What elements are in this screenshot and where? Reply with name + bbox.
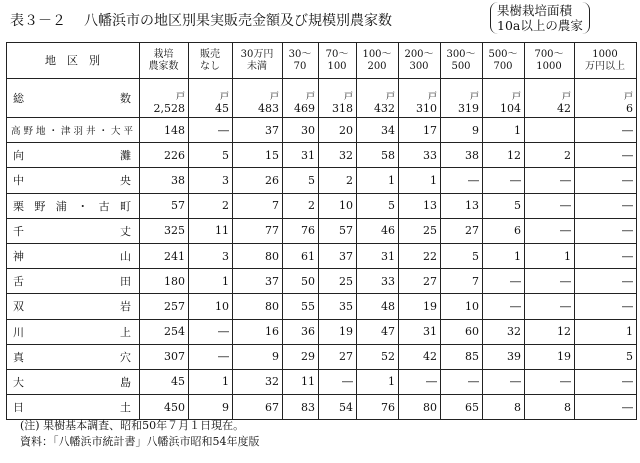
table-cell: 26 — [233, 168, 283, 193]
table-cell: 8 — [483, 395, 525, 420]
table-cell: ― — [525, 168, 575, 193]
table-cell: 5 — [441, 243, 483, 268]
district-name: 栗野浦・古町 — [7, 193, 140, 218]
unit-mark: 戸 — [623, 92, 633, 102]
table-cell: ― — [575, 118, 637, 143]
table-cell: ― — [525, 193, 575, 218]
table-cell: ― — [575, 294, 637, 319]
table-cell: 58 — [357, 143, 399, 168]
table-row — [7, 118, 637, 143]
total-cell — [189, 79, 233, 118]
table-cell: 29 — [283, 344, 319, 369]
total-value: 310 — [416, 102, 437, 115]
total-cell — [575, 79, 637, 118]
table-cell: 80 — [233, 243, 283, 268]
total-row — [7, 79, 637, 118]
table-row — [7, 369, 637, 394]
table-cell: 9 — [189, 395, 233, 420]
table-row — [7, 168, 637, 193]
table-cell: 61 — [283, 243, 319, 268]
table-cell: 15 — [233, 143, 283, 168]
header-col-5: 70～ 100 — [319, 43, 357, 79]
footnote-survey: (注) 果樹基本調査、昭和50年７月１日現在。 — [20, 419, 245, 432]
table-cell: 2 — [189, 193, 233, 218]
table-number: 表３－２ — [10, 13, 66, 29]
table-row — [7, 243, 637, 268]
total-cell — [319, 79, 357, 118]
table-cell: 257 — [140, 294, 189, 319]
table-cell: 1 — [399, 168, 441, 193]
table-cell: 27 — [319, 344, 357, 369]
table-title — [10, 10, 392, 30]
table-cell: 80 — [233, 294, 283, 319]
table-cell: ― — [483, 168, 525, 193]
table-cell: 5 — [357, 193, 399, 218]
table-cell: ― — [319, 369, 357, 394]
table-cell: 37 — [233, 118, 283, 143]
table-cell: 17 — [399, 118, 441, 143]
total-value: 319 — [458, 102, 479, 115]
table-cell: 148 — [140, 118, 189, 143]
table-cell: 325 — [140, 218, 189, 243]
table-cell: 19 — [525, 344, 575, 369]
table-cell: 1 — [357, 168, 399, 193]
total-value: 483 — [258, 102, 279, 115]
table-cell: ― — [483, 369, 525, 394]
table-cell: 13 — [399, 193, 441, 218]
district-name: 向灘 — [7, 143, 140, 168]
table-row — [7, 218, 637, 243]
district-name: 中央 — [7, 168, 140, 193]
table-cell: ― — [525, 294, 575, 319]
total-label: 総 数 — [7, 79, 140, 118]
table-cell: 307 — [140, 344, 189, 369]
header-col-4: 30～ 70 — [283, 43, 319, 79]
district-name: 舌田 — [7, 269, 140, 294]
header-col-3: 30万円 未満 — [233, 43, 283, 79]
table-cell: 5 — [483, 193, 525, 218]
table-cell: 32 — [233, 369, 283, 394]
table-cell: ― — [575, 218, 637, 243]
table-cell: 76 — [283, 218, 319, 243]
table-cell: 1 — [483, 243, 525, 268]
table-cell: ― — [189, 118, 233, 143]
table-cell: 12 — [525, 319, 575, 344]
table-cell: 11 — [189, 218, 233, 243]
table-cell: ― — [575, 395, 637, 420]
unit-mark: 戸 — [511, 92, 521, 102]
table-cell: 1 — [189, 369, 233, 394]
table-cell: 450 — [140, 395, 189, 420]
unit-mark: 戸 — [343, 92, 353, 102]
table-cell: 12 — [483, 143, 525, 168]
table-row — [7, 269, 637, 294]
table-cell: ― — [189, 344, 233, 369]
table-cell: 47 — [357, 319, 399, 344]
table-cell: 7 — [441, 269, 483, 294]
table-cell: ― — [483, 269, 525, 294]
table-cell: 11 — [283, 369, 319, 394]
district-name: 神山 — [7, 243, 140, 268]
header-col-2: 販売 なし — [189, 43, 233, 79]
table-cell: ― — [525, 269, 575, 294]
table-cell: 9 — [441, 118, 483, 143]
table-cell: 16 — [233, 319, 283, 344]
unit-note-line-2: 10a以上の農家 — [497, 18, 583, 33]
total-value: 45 — [215, 102, 229, 115]
total-cell — [283, 79, 319, 118]
table-cell: 57 — [140, 193, 189, 218]
table-cell: 77 — [233, 218, 283, 243]
unit-note — [490, 2, 590, 34]
table-row — [7, 319, 637, 344]
table-cell: ― — [525, 218, 575, 243]
table-cell: ― — [441, 369, 483, 394]
table-cell: 50 — [283, 269, 319, 294]
table-row — [7, 395, 637, 420]
table-cell: 5 — [575, 344, 637, 369]
table-cell: 254 — [140, 319, 189, 344]
table-cell: 45 — [140, 369, 189, 394]
table-cell: 83 — [283, 395, 319, 420]
table-title-text: 八幡浜市の地区別果実販売金額及び規模別農家数 — [84, 13, 392, 29]
table-cell: 1 — [483, 118, 525, 143]
farm-table — [6, 42, 637, 420]
table-cell: 19 — [399, 294, 441, 319]
table-cell: 7 — [233, 193, 283, 218]
table-cell: 55 — [283, 294, 319, 319]
header-col-6: 100～ 200 — [357, 43, 399, 79]
table-cell: ― — [575, 193, 637, 218]
table-cell: 32 — [319, 143, 357, 168]
table-cell: 48 — [357, 294, 399, 319]
header-col-1: 栽培 農家数 — [140, 43, 189, 79]
table-cell: 3 — [189, 243, 233, 268]
footnotes — [20, 418, 260, 450]
table-cell: 1 — [357, 369, 399, 394]
table-cell: ― — [575, 243, 637, 268]
unit-mark: 戸 — [469, 92, 479, 102]
table-cell: 46 — [357, 218, 399, 243]
table-cell: 10 — [189, 294, 233, 319]
header-col-11: 1000 万円以上 — [575, 43, 637, 79]
table-cell: 76 — [357, 395, 399, 420]
total-cell — [357, 79, 399, 118]
table-cell: 19 — [319, 319, 357, 344]
table-cell: 25 — [319, 269, 357, 294]
table-body — [7, 79, 637, 420]
table-cell: 5 — [283, 168, 319, 193]
table-cell: ― — [575, 143, 637, 168]
header-row — [7, 43, 637, 79]
district-name: 高野地・津羽井・大平 — [7, 118, 140, 143]
table-cell: 226 — [140, 143, 189, 168]
unit-mark: 戸 — [269, 92, 279, 102]
table-cell: ― — [525, 369, 575, 394]
total-cell — [140, 79, 189, 118]
table-cell: 9 — [233, 344, 283, 369]
table-cell: 241 — [140, 243, 189, 268]
district-name: 大島 — [7, 369, 140, 394]
header-col-9: 500～ 700 — [483, 43, 525, 79]
unit-mark: 戸 — [427, 92, 437, 102]
table-cell: 32 — [483, 319, 525, 344]
total-value: 104 — [500, 102, 521, 115]
table-cell: 34 — [357, 118, 399, 143]
table-cell: 180 — [140, 269, 189, 294]
table-cell: ― — [399, 369, 441, 394]
district-name: 真穴 — [7, 344, 140, 369]
table-cell: 3 — [189, 168, 233, 193]
table-cell: 30 — [283, 118, 319, 143]
total-cell — [483, 79, 525, 118]
district-name: 双岩 — [7, 294, 140, 319]
unit-mark: 戸 — [219, 92, 229, 102]
table-cell: 20 — [319, 118, 357, 143]
table-cell: 22 — [399, 243, 441, 268]
table-cell: 54 — [319, 395, 357, 420]
table-cell: 65 — [441, 395, 483, 420]
table-cell: 27 — [399, 269, 441, 294]
table-cell: 36 — [283, 319, 319, 344]
table-cell: 2 — [319, 168, 357, 193]
header-district: 地 区 別 — [7, 43, 140, 79]
table-cell: 6 — [483, 218, 525, 243]
table-cell: 31 — [283, 143, 319, 168]
table-cell: 27 — [441, 218, 483, 243]
total-value: 469 — [294, 102, 315, 115]
unit-mark: 戸 — [561, 92, 571, 102]
unit-mark: 戸 — [385, 92, 395, 102]
table-cell: ― — [441, 168, 483, 193]
header-col-8: 300～ 500 — [441, 43, 483, 79]
table-cell: 39 — [483, 344, 525, 369]
table-cell: 37 — [233, 269, 283, 294]
total-cell — [233, 79, 283, 118]
table-cell: 38 — [441, 143, 483, 168]
table-cell: ― — [575, 168, 637, 193]
table-cell: 1 — [575, 319, 637, 344]
table-cell: 35 — [319, 294, 357, 319]
unit-mark: 戸 — [305, 92, 315, 102]
district-name: 川上 — [7, 319, 140, 344]
table-cell: 2 — [283, 193, 319, 218]
district-name: 日土 — [7, 395, 140, 420]
table-cell: 33 — [399, 143, 441, 168]
table-cell: 42 — [399, 344, 441, 369]
table-cell: 10 — [441, 294, 483, 319]
table-cell: 13 — [441, 193, 483, 218]
table-cell: 5 — [189, 143, 233, 168]
table-cell: 1 — [189, 269, 233, 294]
table-cell: 37 — [319, 243, 357, 268]
table-cell: 8 — [525, 395, 575, 420]
unit-note-line-1: 果樹栽培面積 — [497, 3, 573, 18]
table-cell: ― — [189, 319, 233, 344]
table-row — [7, 344, 637, 369]
total-value: 318 — [332, 102, 353, 115]
table-cell: 57 — [319, 218, 357, 243]
table-cell: 52 — [357, 344, 399, 369]
table-cell: 1 — [525, 243, 575, 268]
table-cell: 80 — [399, 395, 441, 420]
total-cell — [441, 79, 483, 118]
table-cell: 31 — [357, 243, 399, 268]
table-cell: 60 — [441, 319, 483, 344]
header-col-7: 200～ 300 — [399, 43, 441, 79]
table-row — [7, 143, 637, 168]
table-cell: 33 — [357, 269, 399, 294]
table-cell: ― — [575, 269, 637, 294]
district-name: 千丈 — [7, 218, 140, 243]
total-value: 432 — [374, 102, 395, 115]
header-col-10: 700～ 1000 — [525, 43, 575, 79]
table-cell: ― — [575, 369, 637, 394]
table-row — [7, 294, 637, 319]
table-cell: ― — [483, 294, 525, 319]
total-value: 42 — [557, 102, 571, 115]
table-cell — [525, 118, 575, 143]
table-cell: 38 — [140, 168, 189, 193]
table-cell: 10 — [319, 193, 357, 218]
unit-mark: 戸 — [175, 92, 185, 102]
table-cell: 25 — [399, 218, 441, 243]
table-cell: 67 — [233, 395, 283, 420]
total-value: 2,528 — [153, 102, 185, 115]
table-cell: 2 — [525, 143, 575, 168]
total-value: 6 — [626, 102, 633, 115]
table-cell: 85 — [441, 344, 483, 369]
total-cell — [525, 79, 575, 118]
table-row — [7, 193, 637, 218]
footnote-source: 資料：「八幡浜市統計書」八幡浜市昭和54年度版 — [20, 435, 260, 448]
total-cell — [399, 79, 441, 118]
table-cell: 31 — [399, 319, 441, 344]
